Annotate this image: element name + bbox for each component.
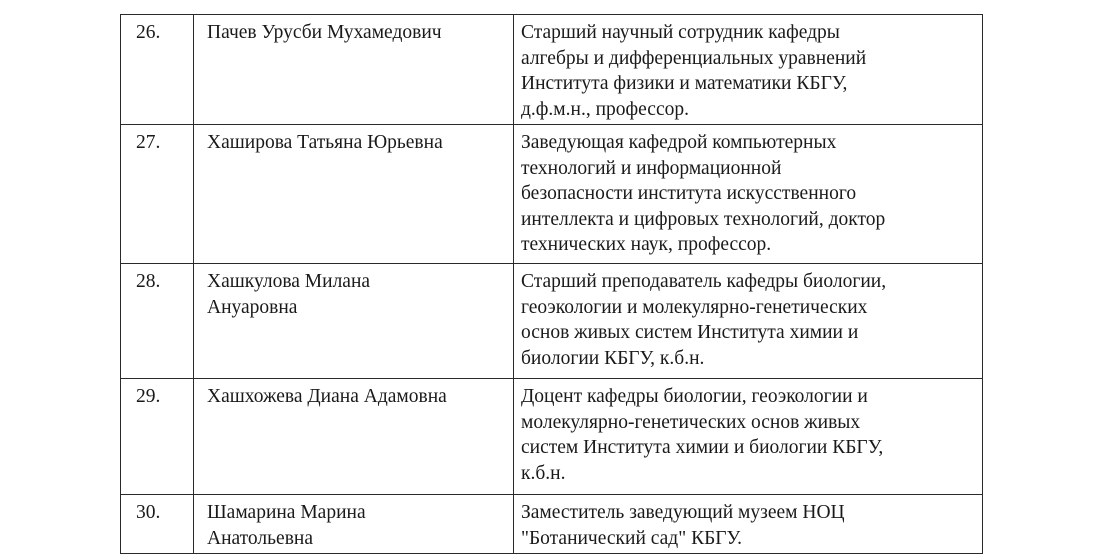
row-number: 28. [121,264,194,379]
row-number: 29. [121,379,194,495]
description-line: интеллекта и цифровых технологий, доктор [521,208,886,230]
person-name [194,379,514,495]
description-line: Заместитель заведующий музеем НОЦ [521,502,845,523]
name-line: Ануаровна [207,296,298,318]
position-description [514,495,983,554]
description-line: алгебры и дифференциальных уравнений [521,47,867,69]
table-row [121,15,983,125]
position-description [514,379,983,495]
person-name [194,125,514,264]
description-line: технических наук, профессор. [521,234,772,256]
person-name [194,264,514,379]
row-number: 30. [121,495,194,554]
description-line: к.б.н. [521,462,566,484]
table-row [121,125,983,264]
description-line: биологии КБГУ, к.б.н. [521,347,705,369]
row-number: 27. [121,125,194,264]
description-line: д.ф.м.н., профессор. [521,98,689,120]
position-description [514,125,983,264]
description-line: молекулярно-генетических основ живых [521,411,861,433]
table-row [121,495,983,554]
description-line: Старший преподаватель кафедры биологии, [521,271,887,292]
description-line: "Ботанический сад" КБГУ. [521,527,743,549]
name-line: Анатольевна [207,527,314,549]
name-line: Хашхожева Диана Адамовна [207,386,447,407]
description-line: Старший научный сотрудник кафедры [521,22,840,43]
description-line: Заведующая кафедрой компьютерных [521,132,837,153]
description-line: систем Института химии и биологии КБГУ, [521,437,884,459]
table-row [121,379,983,495]
description-line: безопасности института искусственного [521,183,857,205]
row-number: 26. [121,15,194,125]
name-line: Пачев Урусби Мухамедович [207,22,442,43]
description-line: основ живых систем Института химии и [521,322,859,344]
description-line: Института физики и математики КБГУ, [521,73,848,95]
description-line: Доцент кафедры биологии, геоэкологии и [521,386,868,407]
name-line: Хашкулова Милана [207,271,371,292]
table-row [121,264,983,379]
description-line: геоэкологии и молекулярно-генетических [521,296,868,318]
position-description [514,264,983,379]
name-line: Хаширова Татьяна Юрьевна [207,132,443,153]
staff-table [120,14,983,554]
description-line: технологий и информационной [521,157,782,179]
position-description [514,15,983,125]
person-name [194,15,514,125]
person-name [194,495,514,554]
name-line: Шамарина Марина [207,502,366,523]
